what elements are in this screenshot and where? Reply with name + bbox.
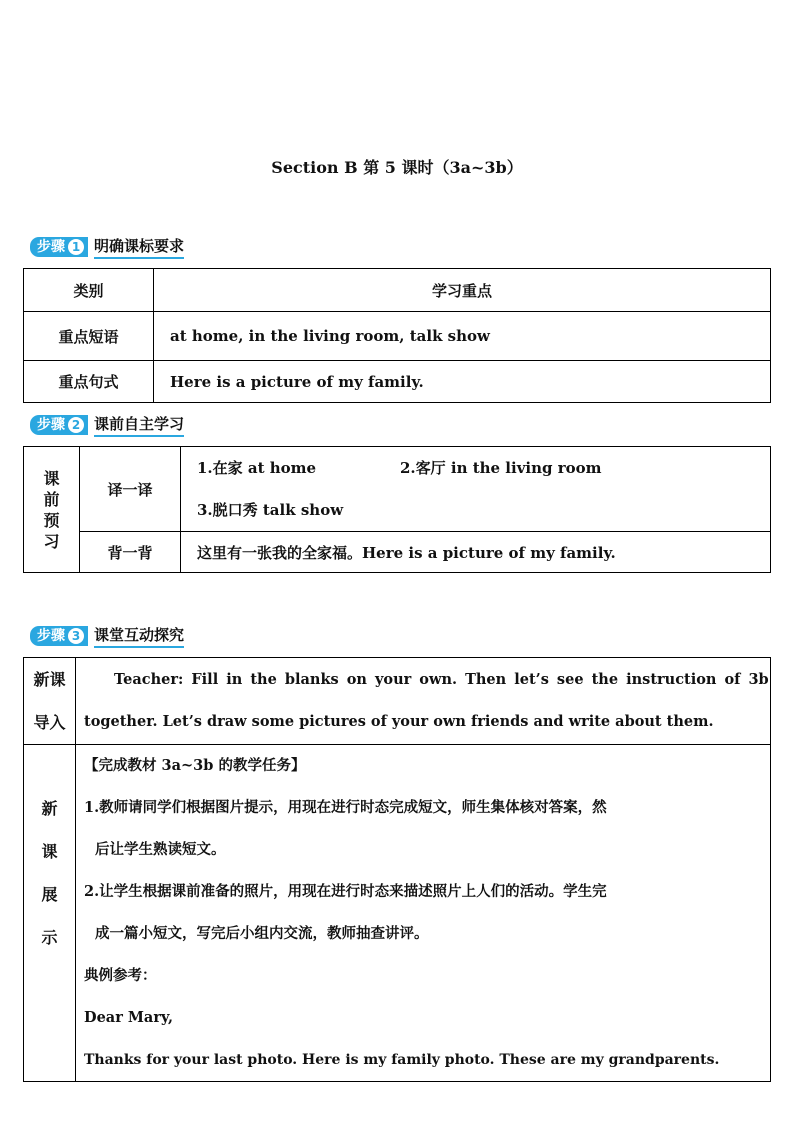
row-content-phrases: at home, in the living room, talk show xyxy=(154,312,771,361)
side-char: 课 xyxy=(43,468,60,488)
page-title: Section B 第 5 课时（3a~3b） xyxy=(271,158,523,177)
translate-item-2: 2.客厅 in the living room xyxy=(400,459,602,477)
step-title: 课前自主学习 xyxy=(94,413,184,437)
step-badge-label: 步骤 xyxy=(37,239,65,255)
show-label-char: 示 xyxy=(41,928,58,947)
step-number-icon: 3 xyxy=(68,628,84,644)
step-number-icon: 1 xyxy=(68,239,84,255)
intro-label xyxy=(24,658,76,745)
step-badge xyxy=(30,237,88,257)
show-line: 1.教师请同学们根据图片提示，用现在进行时态完成短文，师生集体核对答案，然 xyxy=(84,799,607,816)
translate-label: 译一译 xyxy=(80,447,181,532)
step-badge-label: 步骤 xyxy=(37,417,65,433)
row-label-phrases: 重点短语 xyxy=(24,312,154,361)
preview-side-label xyxy=(24,447,80,573)
step-badge xyxy=(30,415,88,435)
step-3-heading xyxy=(30,626,184,646)
show-label-char: 新 xyxy=(41,799,58,818)
recite-content: 这里有一张我的全家福。Here is a picture of my family. xyxy=(181,532,771,573)
show-label-char: 展 xyxy=(41,885,58,904)
show-line: 典例参考： xyxy=(84,967,157,984)
step-1-heading xyxy=(30,237,184,257)
show-line: 2.让学生根据课前准备的照片，用现在进行时态来描述照片上人们的活动。学生完 xyxy=(84,883,607,900)
translate-item-3: 3.脱口秀 talk show xyxy=(197,501,344,519)
step-number-icon: 2 xyxy=(68,417,84,433)
side-char: 前 xyxy=(43,489,60,509)
translate-item-1: 1.在家 at home xyxy=(197,459,317,477)
intro-label-line: 新课 xyxy=(33,670,66,689)
show-line: Dear Mary, xyxy=(84,1009,174,1026)
side-char: 习 xyxy=(43,531,60,551)
classroom-table xyxy=(23,657,771,1082)
step-title: 课堂互动探究 xyxy=(94,624,184,648)
intro-label-line: 导入 xyxy=(33,713,66,732)
recite-label: 背一背 xyxy=(80,532,181,573)
show-line: Thanks for your last photo. Here is my family photo. These are my grandparents. xyxy=(84,1052,720,1068)
translate-content xyxy=(181,447,771,532)
step-title: 明确课标要求 xyxy=(94,235,184,259)
show-content xyxy=(76,745,771,1082)
step-badge xyxy=(30,626,88,646)
header-focus: 学习重点 xyxy=(154,269,771,312)
show-label xyxy=(24,745,76,1082)
row-content-sentences: Here is a picture of my family. xyxy=(154,361,771,403)
objectives-table xyxy=(23,268,771,403)
intro-line: together. Let’s draw some pictures of your own friends and write about them. xyxy=(84,713,714,730)
show-line: 成一篇小短文，写完后小组内交流，教师抽查讲评。 xyxy=(95,925,429,942)
show-line: 后让学生熟读短文。 xyxy=(95,841,226,858)
show-label-char: 课 xyxy=(41,842,58,861)
side-char: 预 xyxy=(43,510,60,530)
intro-content xyxy=(76,658,771,745)
header-category: 类别 xyxy=(24,269,154,312)
preview-table xyxy=(23,446,771,573)
step-badge-label: 步骤 xyxy=(37,628,65,644)
step-2-heading xyxy=(30,415,184,435)
show-line: 【完成教材 3a~3b 的教学任务】 xyxy=(84,757,306,774)
row-label-sentences: 重点句式 xyxy=(24,361,154,403)
intro-line: Teacher: Fill in the blanks on your own. Then let’s see the instruction of 3b xyxy=(114,671,769,688)
